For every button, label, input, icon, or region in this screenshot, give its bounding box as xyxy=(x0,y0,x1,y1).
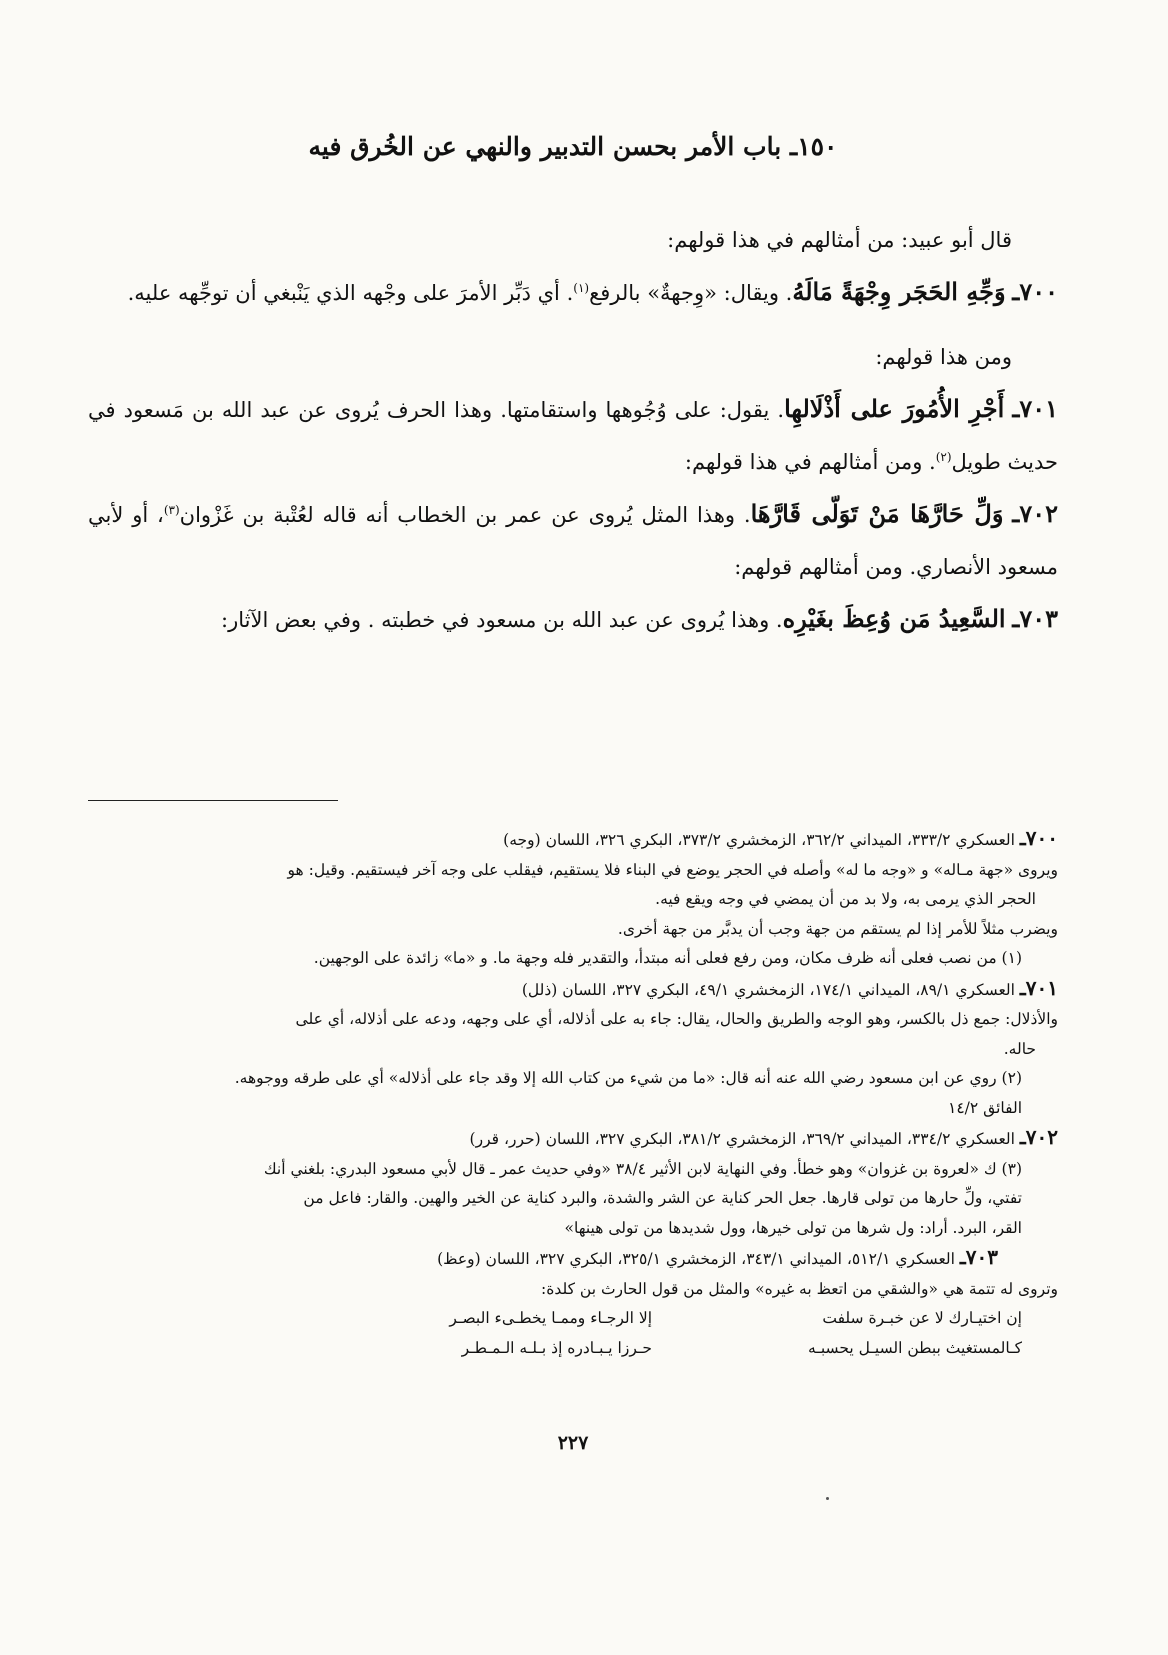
footnote-3: (٣) ك «لعروة بن غزوان» وهو خطأ. وفي النهاية لابن الأثير ٣٨/٤ «وفي حديث عمر ـ قال لأبي مسعود البدري: بلغني أنك xyxy=(263,1159,1022,1178)
entry-702 xyxy=(88,488,1058,593)
page-number: ٢٢٧ xyxy=(557,1432,589,1454)
page xyxy=(88,0,1058,1655)
source-text: العسكري ٨٩/١، الميداني ١٧٤/١، الزمخشري ٤٩/١، البكري ٣٢٧، اللسان (ذلل) xyxy=(521,980,1015,999)
source-line-700 xyxy=(88,824,1058,856)
source-text: العسكري ٣٣٤/٢، الميداني ٣٦٩/٢، الزمخشري ٣٨١/٢، البكري ٣٢٧، اللسان (حرر، قرر) xyxy=(469,1130,1015,1148)
entry-703 xyxy=(88,593,1058,646)
entry-number: ٧٠١ـ xyxy=(1012,394,1059,423)
poem xyxy=(88,1304,1058,1363)
footnote-marker: (١) xyxy=(573,281,590,295)
footnote-divider xyxy=(88,800,338,801)
verse-hemistich: إلا الرجـاء وممـا يخطـىء البصـر xyxy=(449,1309,652,1327)
entry-700 xyxy=(88,266,1058,319)
source-text: العسكري ٣٣٣/٢، الميداني ٣٦٢/٢، الزمخشري ٣٧٣/٢، البكري ٣٢٦، اللسان (وجه) xyxy=(503,831,1015,849)
footnote-3-cont: القر، البرد. أراد: ول شرها من تولى خيرها، وول شديدها من تولى هينها» xyxy=(564,1218,1022,1237)
source-text: العسكري ٥١٢/١، الميداني ٣٤٣/١، الزمخشري ٣٢٥/١، البكري ٣٢٧، اللسان (وعظ) xyxy=(437,1250,955,1268)
entry-number: ٧٠٣ـ xyxy=(1012,604,1058,633)
entry-text: . وهذا المثل يُروى عن عمر بن الخطاب أنه قاله لعُتْبة بن غَزْوان xyxy=(179,503,751,527)
intro-line: قال أبو عبيد: من أمثالهم في هذا قولهم: xyxy=(667,228,1012,252)
note-text: حاله. xyxy=(1003,1039,1036,1058)
footnote-3-cont: تفتي، ولِّ حارها من تولى قارها. جعل الحر كناية عن الشر والشدة، والبرد كناية عن الخير والهين. والقار: فاعل من xyxy=(303,1189,1022,1207)
source-line-702 xyxy=(88,1123,1058,1155)
entry-number: ٧٠٢ـ xyxy=(1012,499,1058,528)
verse-hemistich: حـرزا يـبـادره إذ بـلـه الـمـطـر xyxy=(461,1338,652,1357)
proverb: وَلِّ حَارَّهَا مَنْ تَوَلّى قَارَّهَا xyxy=(750,499,1004,528)
note-text: وتروى له تتمة هي «والشقي من اتعظ به غيره» والمثل من قول الحارث بن كلدة: xyxy=(540,1279,1058,1298)
chapter-title: ١٥٠ـ باب الأمر بحسن التدبير والنهي عن الخُرق فيه xyxy=(308,132,838,161)
note-text: ويروى «جهة مـاله» و «وجه ما له» وأصله في الحجر يوضع في البناء فلا يستقيم، فيقلب على وجه آخر فيستقيم. وقيل: هو xyxy=(287,860,1058,879)
entry-text: . يقول: على وُجُوهها واستقامتها. وهذا الحرف يُروى عن عبد الله بن مَسعود في حديث طويل xyxy=(88,398,1058,474)
entry-text: . ومن أمثالهم في هذا قولهم: xyxy=(684,450,936,474)
note-number: ٧٠٣ـ xyxy=(959,1245,998,1269)
source-line-703 xyxy=(88,1243,1058,1275)
note-number: ٧٠٠ـ xyxy=(1019,826,1058,850)
entry-text: ، أو لأبي مسعود الأنصاري. ومن أمثالهم قولهم: xyxy=(88,503,1058,579)
footnote-2: (٢) روي عن ابن مسعود رضي الله عنه أنه قال: «ما من شيء من كتاب الله إلا وقد جاء على أذلاله» أي على طرقه ووجوهه. xyxy=(234,1069,1022,1087)
verse-hemistich: إن اختيـارك لا عن خبـرة سلفت xyxy=(822,1309,1022,1327)
entry-text: . ويقال: «وِجهةٌ» بالرفع xyxy=(589,281,793,305)
entry-text: . وهذا يُروى عن عبد الله بن مسعود في خطبته . وفي بعض الآثار: xyxy=(221,608,783,632)
note-text: والأذلال: جمع ذل بالكسر، وهو الوجه والطريق والحال، يقال: جاء به على أذلاله، أي على وجهه، ودعه على أذلاله، أي على xyxy=(295,1010,1058,1028)
note-number: ٧٠٢ـ xyxy=(1019,1125,1058,1149)
entry-number: ٧٠٠ـ xyxy=(1012,277,1058,306)
note-number: ٧٠١ـ xyxy=(1019,975,1058,1000)
note-text: ويضرب مثلاً للأمر إذا لم يستقم من جهة وجب أن يدبَّر من جهة أخرى. xyxy=(617,919,1058,938)
entry-701 xyxy=(88,383,1058,488)
connector-line: ومن هذا قولهم: xyxy=(875,345,1012,369)
note-text: الحجر الذي يرمى به، ولا بد من أن يمضي في وجه ويقع فيه. xyxy=(655,890,1036,908)
footnote-2-cont: الفائق ١٤/٢ xyxy=(948,1098,1022,1117)
proverb: وَجِّهِ الحَجَر وِجْهَةً مَالَهُ xyxy=(792,277,1006,306)
entry-text: . أي دَبِّر الأمرَ على وجْهه الذي يَنْبغي أن توجِّهه عليه. xyxy=(127,281,574,305)
footnote-1: (١) من نصب فعلى أنه ظرف مكان، ومن رفع فعلى أنه مبتدأ، والتقدير فله وجهة ما. و «ما» زائدة على الوجهين. xyxy=(313,949,1022,967)
notes-section xyxy=(88,824,1058,1363)
main-text xyxy=(88,214,1058,646)
proverb: السَّعِيدُ مَن وُعِظَ بغَيْرِه xyxy=(782,604,1006,633)
footnote-marker: (٣) xyxy=(163,503,180,517)
footnote-marker: (٢) xyxy=(935,450,952,464)
source-line-701 xyxy=(88,974,1058,1006)
scan-speck xyxy=(826,1497,829,1500)
proverb: أَجْرِ الأُمُورَ على أَذْلَالهِا xyxy=(784,394,1005,423)
verse-hemistich: كـالمستغيث ببطن السيـل يحسبـه xyxy=(808,1338,1022,1357)
